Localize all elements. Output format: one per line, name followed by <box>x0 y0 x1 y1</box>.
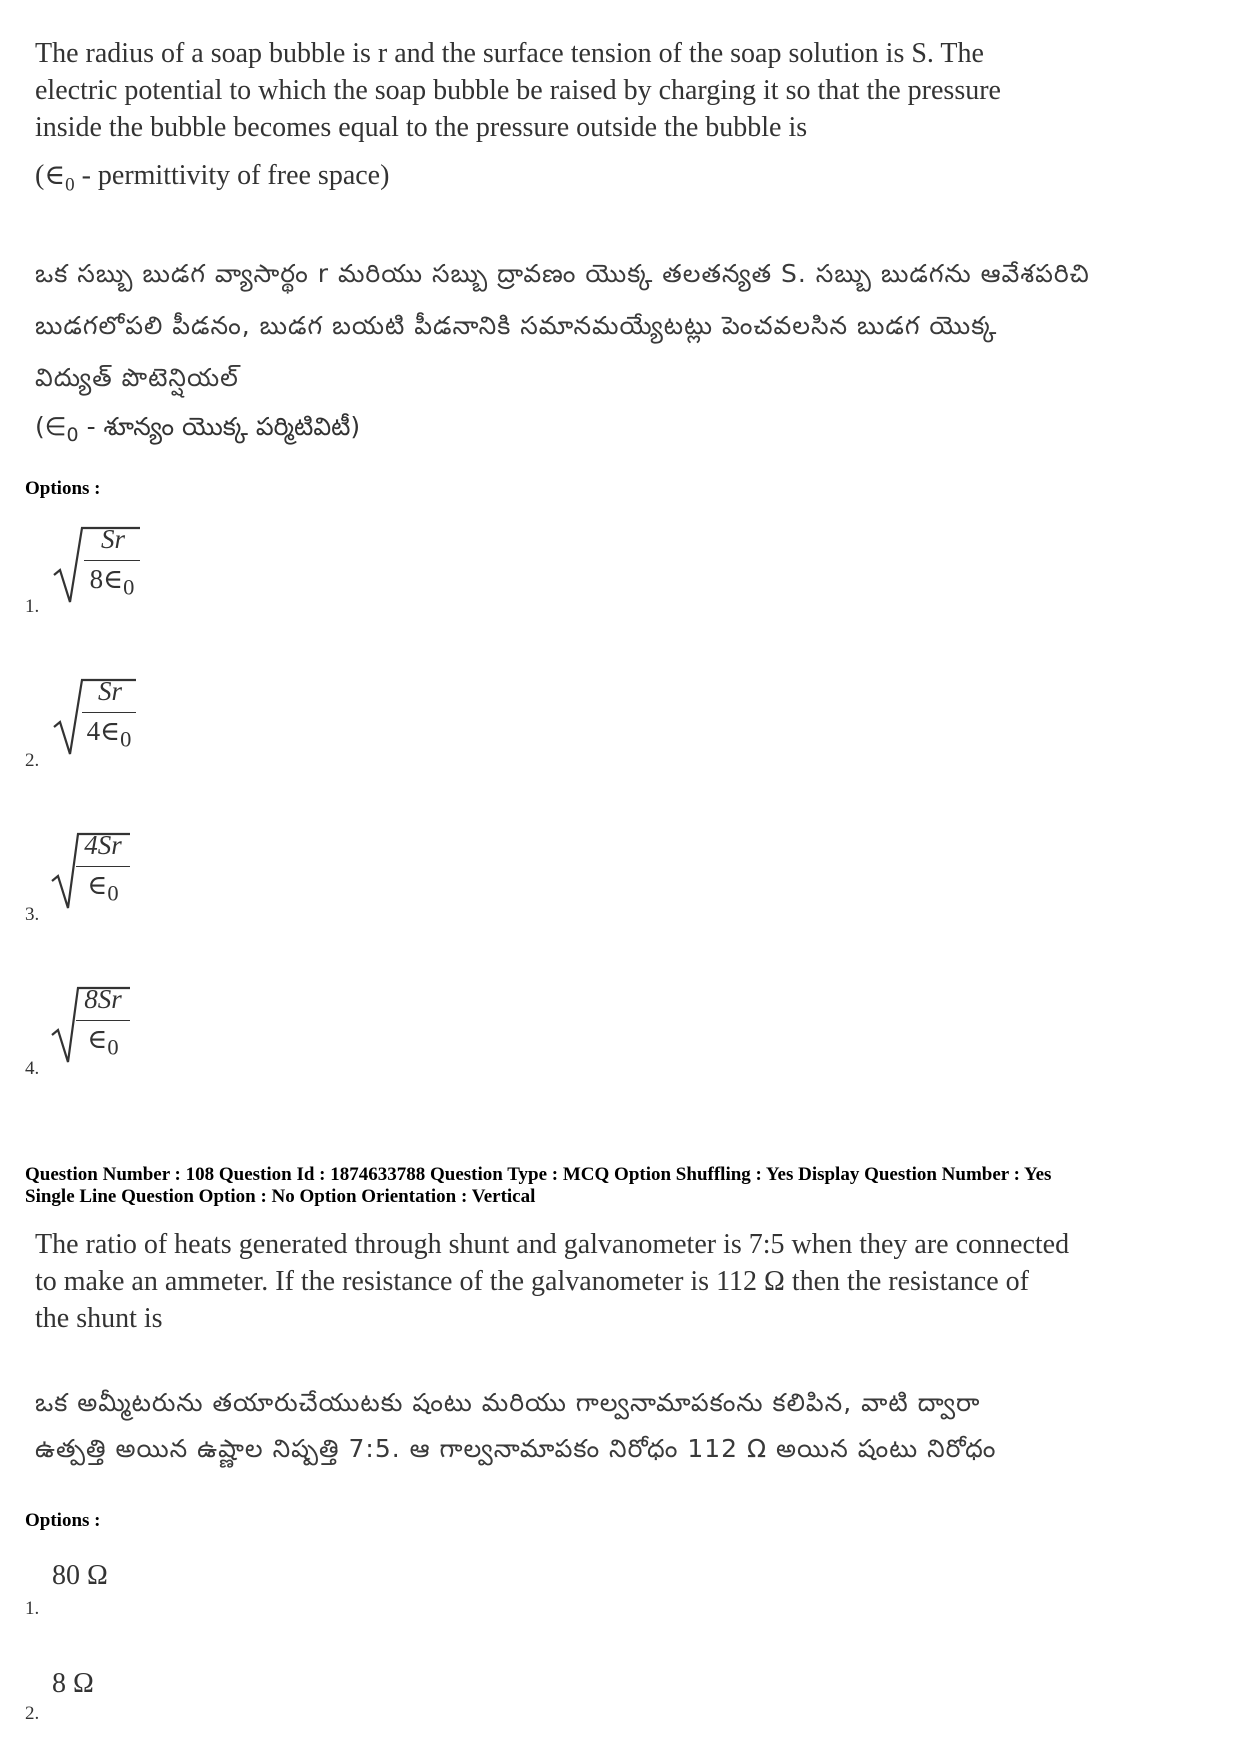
fraction-bar <box>82 712 136 713</box>
fraction-bar <box>76 1020 130 1021</box>
option-number: 2. <box>25 750 40 771</box>
option-numerator: Sr <box>97 676 122 706</box>
text-line: ఉత్పత్తి అయిన ఉష్ణాల నిష్పత్తి 7:5. ఆ గాల్వనామాపకం నిరోధం 112 Ω అయిన షంటు నిరోధం <box>35 1434 997 1463</box>
option-number: 2. <box>25 1703 40 1724</box>
option-number: 1. <box>25 596 40 617</box>
fraction-bar <box>84 560 140 561</box>
text-line: బుడగలోపలి పీడనం, బుడగ బయటి పీడనానికి సమానమయ్యేటట్లు పెంచవలసిన బుడగ యొక్క <box>35 311 998 340</box>
text-line: inside the bubble becomes equal to the pressure outside the bubble is <box>35 112 808 143</box>
q107-english-text <box>35 35 1225 146</box>
option-denominator: $\in_0$ <box>87 1024 119 1060</box>
meta-line: Single Line Question Option : No Option Orientation : Vertical <box>25 1186 536 1207</box>
option-denominator: $\in_0$ <box>87 870 119 906</box>
option-text: 80 Ω <box>52 1560 108 1591</box>
q107-telugu-note: ($\in_0$ - శూన్యం యొక్క పర్మిటివిటీ) <box>35 412 361 446</box>
q107-english-note: ($\in_0$ - permittivity of free space) <box>35 160 390 196</box>
option-denominator: $8\in_0$ <box>89 564 135 600</box>
meta-line: Question Number : 108 Question Id : 1874633788 Question Type : MCQ Option Shuffling : Yes Display Question Number : Yes <box>25 1164 1052 1185</box>
fraction-bar <box>76 866 130 867</box>
text-line: ఒక అమ్మీటరును తయారుచేయుటకు షంటు మరియు గాల్వనామాపకంను కలిపిన, వాటి ద్వారా <box>35 1388 981 1417</box>
q108-english-text <box>35 1226 1225 1337</box>
options-label: Options : <box>25 478 101 499</box>
text-line: electric potential to which the soap bubble be raised by charging it so that the pressure <box>35 75 1001 106</box>
option-numerator: 8Sr <box>84 984 122 1014</box>
q107-telugu-text <box>35 248 1225 404</box>
text-line: to make an ammeter. If the resistance of the galvanometer is 112 Ω then the resistance of <box>35 1266 1029 1297</box>
text-line: the shunt is <box>35 1303 163 1334</box>
option-denominator: $4\in_0$ <box>86 716 132 752</box>
option-numerator: Sr <box>100 524 125 554</box>
option-number: 3. <box>25 904 40 925</box>
q108-telugu-text <box>35 1380 1225 1472</box>
option-text: 8 Ω <box>52 1668 94 1699</box>
option-number: 4. <box>25 1058 40 1079</box>
options-label: Options : <box>25 1510 101 1531</box>
text-line: The ratio of heats generated through shunt and galvanometer is 7:5 when they are connected <box>35 1229 1070 1260</box>
text-line: The radius of a soap bubble is r and the surface tension of the soap solution is S. The <box>35 38 984 69</box>
text-line: ఒక సబ్బు బుడగ వ్యాసార్థం r మరియు సబ్బు ద్రావణం యొక్క తలతన్యత S. సబ్బు బుడగను ఆవేశపరిచి <box>35 259 1090 288</box>
text-line: విద్యుత్ పొటెన్షియల్ <box>35 363 239 392</box>
question-meta <box>25 1164 1235 1208</box>
option-number: 1. <box>25 1598 40 1619</box>
option-numerator: 4Sr <box>84 830 122 860</box>
